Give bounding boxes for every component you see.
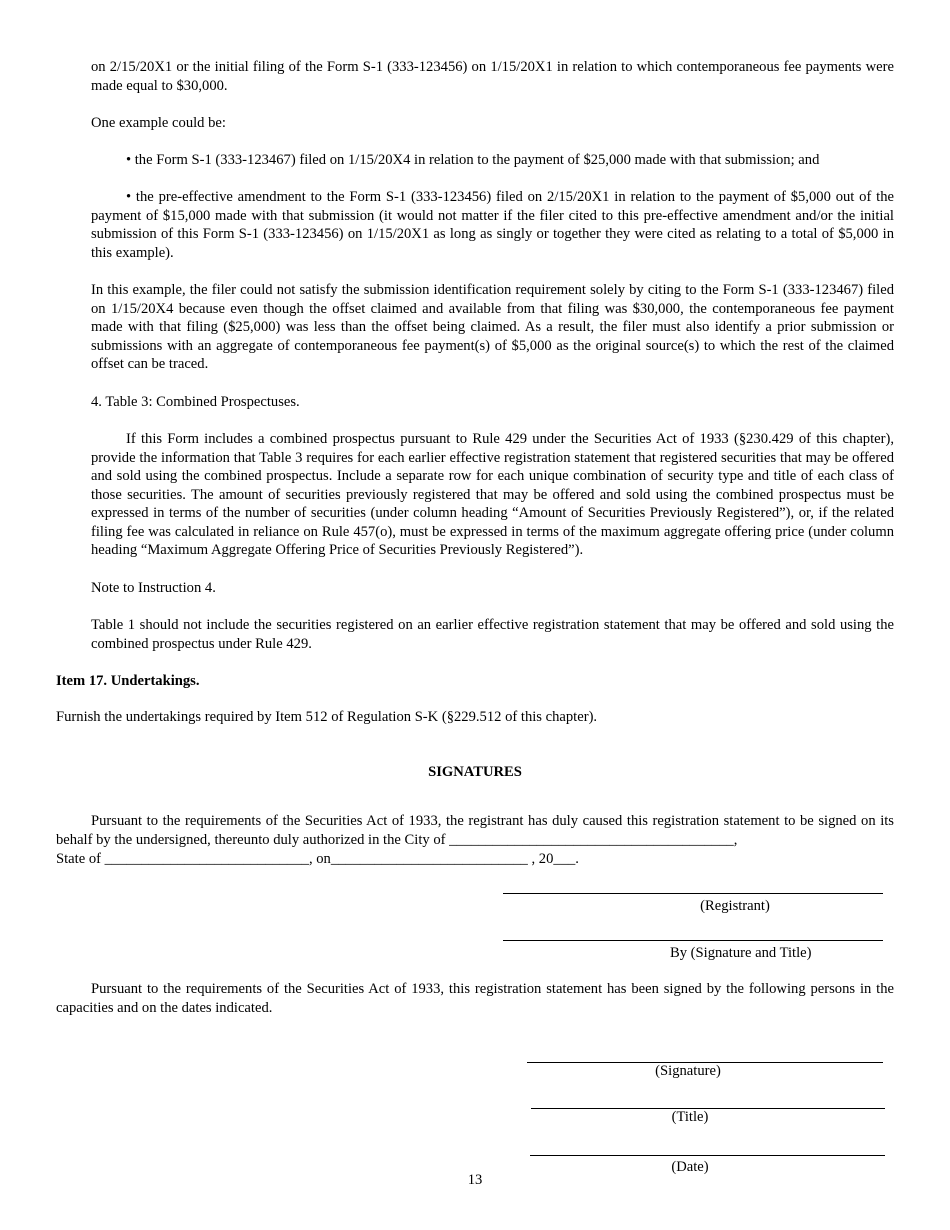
- instruction-4-heading: 4. Table 3: Combined Prospectuses.: [91, 394, 300, 410]
- registrant-caption: (Registrant): [700, 898, 770, 914]
- bullet-item-2: • the pre-effective amendment to the Form S-1 (333-123456) filed on 2/15/20X1 in relation to the payment of $5,000 out of the payment of $15,000 made with that submission (it would not matter if the filer cited to this pre-effective amendment and/or the initial submission of this Form S-1 (333-123456) on 1/15/20X1 as long as singly or together they were cited as relating to a total of $5,000 in this example).: [91, 189, 894, 261]
- signatures-heading: SIGNATURES: [428, 764, 522, 780]
- signature-paragraph-2: Pursuant to the requirements of the Securities Act of 1933, this registration statement has been signed by the following persons in the capacities and on the dates indicated.: [56, 981, 894, 1016]
- paragraph-continuation: on 2/15/20X1 or the initial filing of the Form S-1 (333-123456) on 1/15/20X1 in relation to which contemporaneous fee payments were made equal to $30,000.: [91, 59, 894, 94]
- signature-caption: (Signature): [655, 1063, 721, 1079]
- item-17-text: Furnish the undertakings required by Item 512 of Regulation S-K (§229.512 of this chapter).: [56, 709, 598, 725]
- signature-state-line: State of ____________________________, on___________________________ , 20___.: [56, 851, 579, 867]
- page-number: 13: [467, 1172, 483, 1188]
- paragraph-example-intro: One example could be:: [91, 115, 226, 131]
- note-text: Table 1 should not include the securities registered on an earlier effective registration statement that may be offered and sold using the combined prospectus under Rule 429.: [91, 617, 894, 652]
- registrant-signature-line: [503, 893, 883, 894]
- date-caption: (Date): [671, 1159, 709, 1175]
- note-heading: Note to Instruction 4.: [91, 580, 216, 596]
- title-caption: (Title): [671, 1109, 709, 1125]
- signature-paragraph-1: Pursuant to the requirements of the Securities Act of 1933, the registrant has duly caused this registration statement to be signed on its behalf by the undersigned, thereunto duly authorized in the City of _______________________________________,: [56, 813, 894, 848]
- instruction-4-text: If this Form includes a combined prospectus pursuant to Rule 429 under the Securities Act of 1933 (§230.429 of this chapter), provide the information that Table 3 requires for each earlier effective registration statement that registered securities that may be offered and sold using the combined prospectus. Include a separate row for each unique combination of security type and title of each class of those securities. The amount of securities previously registered that may be offered and sold using the combined prospectus must be expressed in terms of the number of securities (under column heading “Amount of Securities Previously Registered”), or, if the related filing fee was calculated in reliance on Rule 457(o), must be expressed in terms of the maximum aggregate offering price (under column heading “Maximum Aggregate Offering Price of Securities Previously Registered”).: [91, 431, 894, 558]
- item-17-heading: Item 17. Undertakings.: [56, 673, 200, 689]
- bullet-item-1: • the Form S-1 (333-123467) filed on 1/15/20X4 in relation to the payment of $25,000 made with that submission; and: [126, 152, 820, 168]
- date-line: [530, 1155, 885, 1156]
- paragraph-example-explanation: In this example, the filer could not satisfy the submission identification requirement solely by citing to the Form S-1 (333-123467) filed on 1/15/20X4 because even though the offset claimed and available from that filing was $30,000, the contemporaneous fee payment made with that filing ($25,000) was less than the offset being claimed. As a result, the filer must also identify a prior submission or submissions with an aggregate of contemporaneous fee payment(s) of $5,000 as the original source(s) to which the rest of the claimed offset can be traced.: [91, 282, 894, 372]
- by-signature-line: [503, 940, 883, 941]
- by-caption: By (Signature and Title): [670, 945, 812, 961]
